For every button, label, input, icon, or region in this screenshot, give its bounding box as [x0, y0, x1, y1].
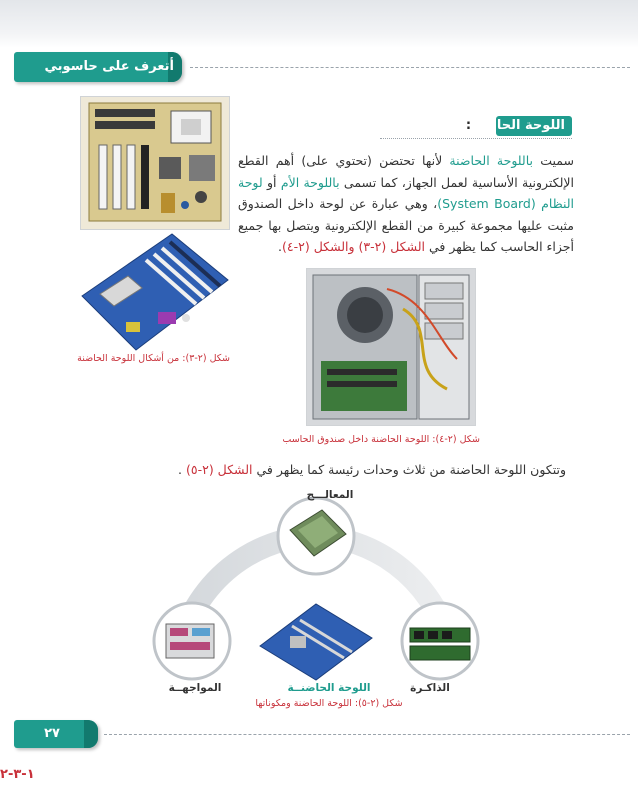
para-text-3: أو: [262, 174, 281, 190]
intro-paragraph: [238, 150, 574, 258]
components-sentence: [120, 462, 566, 477]
header-divider: [190, 67, 630, 68]
section-title: [400, 116, 565, 136]
ports-icon: [154, 603, 230, 679]
label-motherboard: اللوحة الحاضنــة: [287, 682, 371, 694]
term-mother-board: باللوحة الأم: [280, 174, 340, 190]
motherboard-photo-beige: [80, 96, 230, 230]
header-band: [0, 0, 638, 48]
edge-code: ١-٣-٢: [0, 767, 35, 782]
term-system-board: لوحة النظام (System Board): [238, 174, 575, 211]
para-text-1: سميت: [533, 153, 574, 168]
para-text-2: لأنها تحتضن (تحتوي على) أهم القطع الإلكترونية الأساسية لعمل الجهاز، كما تسمى: [238, 153, 574, 190]
term-motherboard: باللوحة الحاضنة: [449, 153, 534, 168]
page-number: ٢٧: [44, 726, 60, 741]
motherboard-photo-blue: [76, 226, 232, 356]
label-memory: الذاكـرة: [410, 682, 450, 694]
sentence-text: وتتكون اللوحة الحاضنة من ثلاث وحدات رئيسة كما يظهر في: [252, 462, 566, 477]
figure-reference: الشكل (٢-٣) والشكل (٢-٤): [282, 239, 425, 254]
components-diagram: [140, 496, 490, 686]
section-title-text: اللوحة الحاضنة: [471, 118, 565, 133]
chapter-title: أتعرف على حاسوبي: [44, 59, 174, 74]
figure-caption-3: شكل (٢-٣): من أشكال اللوحة الحاضنة: [77, 353, 230, 364]
sentence-end: .: [178, 462, 186, 477]
section-title-colon: :: [465, 118, 472, 133]
pc-case-photo: [306, 268, 476, 426]
footer-divider: [104, 734, 630, 735]
memory-icon: [402, 603, 478, 679]
motherboard-icon: [260, 604, 372, 680]
label-ports: المواجهــة: [168, 682, 222, 694]
figure-caption-4: شكل (٢-٤): اللوحة الحاضنة داخل صندوق الحاسب: [282, 434, 480, 445]
para-text-5: .: [278, 239, 282, 254]
figure-5-reference: الشكل (٢-٥): [185, 462, 253, 477]
section-divider: [380, 138, 572, 139]
label-cpu: المعالـــج: [306, 489, 354, 501]
para-text-4: ، وهي عبارة عن لوحة داخل الصندوق مثبت عليها مجموعة كبيرة من القطع الإلكترونية ويتصل بها جميع أجزاء الحاسب كما يظهر في: [238, 196, 574, 254]
figure-caption-5: شكل (٢-٥): اللوحة الحاضنة ومكوناتها: [255, 698, 403, 709]
cpu-icon: [278, 498, 354, 574]
